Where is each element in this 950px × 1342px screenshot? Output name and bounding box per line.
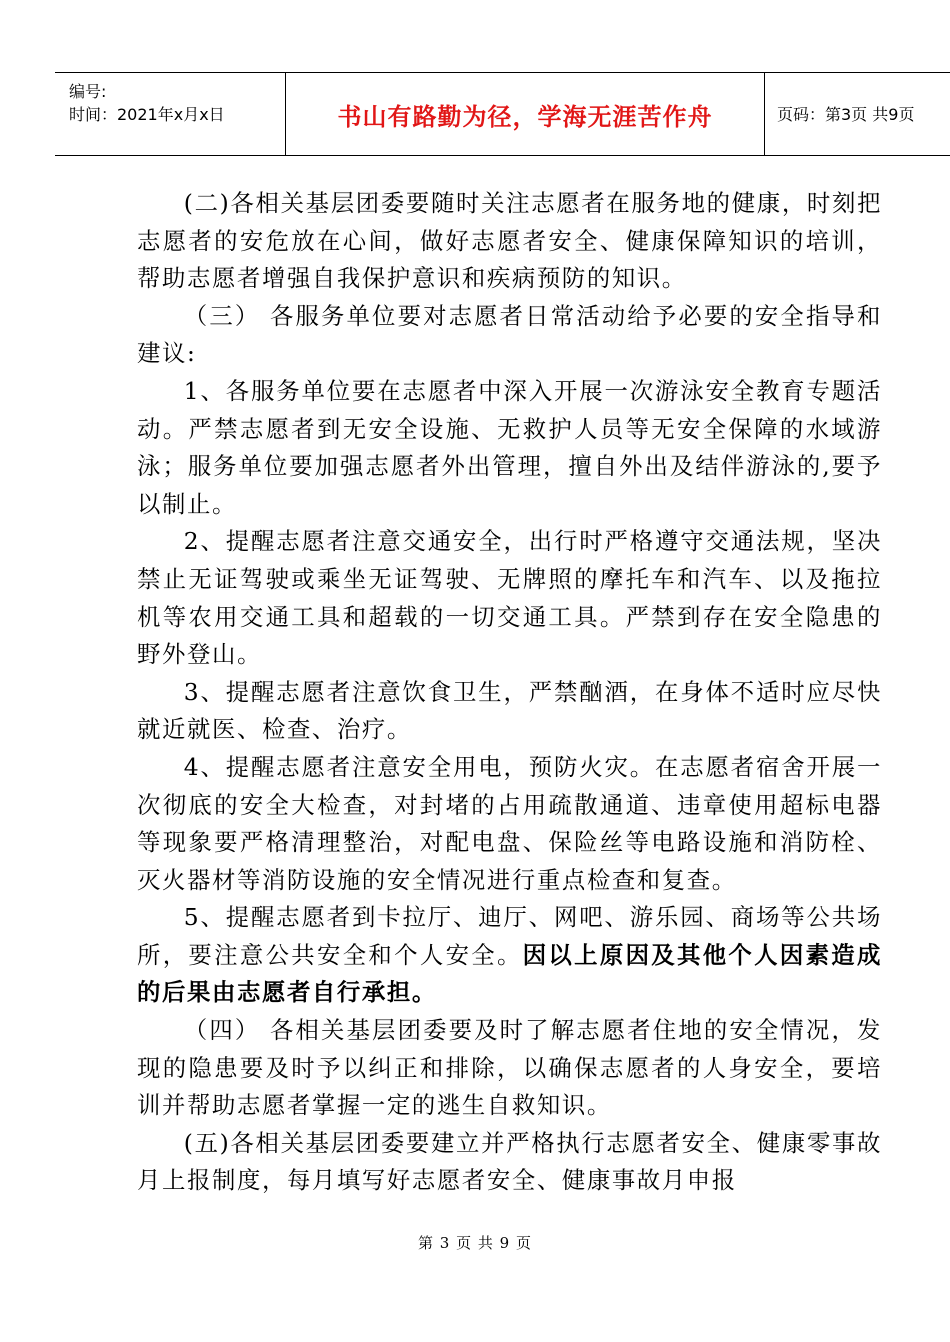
paragraph-3-4: 4、提醒志愿者注意安全用电，预防火灾。在志愿者宿舍开展一次彻底的安全大检查，对封堵的占用疏散通道、违章使用超标电器等现象要严格清理整治，对配电盘、保险丝等电路设施和消防栓、灭火器材等消防设施的安全情况进行重点检查和复查。 [137, 752, 882, 894]
paragraph-3-5 [137, 899, 882, 1012]
document-number-label: 编号: [69, 82, 107, 101]
document-time-label: 时间：2021年x月x日 [69, 105, 225, 124]
page-header [55, 72, 950, 156]
paragraph-3: （三） 各服务单位要对志愿者日常活动给予必要的安全指导和建议: [137, 301, 882, 368]
header-meta [55, 73, 285, 155]
page-footer: 第 3 页 共 9 页 [418, 1234, 532, 1252]
header-motto-cell [285, 73, 765, 155]
paragraph-5: (五)各相关基层团委要建立并严格执行志愿者安全、健康零事故月上报制度，每月填写好志愿者安全、健康事故月申报 [137, 1128, 882, 1195]
header-motto: 书山有路勤为径，学海无涯苦作舟 [337, 102, 713, 131]
paragraph-2: (二)各相关基层团委要随时关注志愿者在服务地的健康，时刻把志愿者的安危放在心间，做好志愿者安全、健康保障知识的培训，帮助志愿者增强自我保护意识和疾病预防的知识。 [137, 189, 882, 293]
paragraph-4: （四） 各相关基层团委要及时了解志愿者住地的安全情况，发现的隐患要及时予以纠正和排除，以确保志愿者的人身安全，要培训并帮助志愿者掌握一定的逃生自救知识。 [137, 1016, 882, 1120]
disclaimer-bold-text: 因以上原因及其他个人因素造成的后果由志愿者自行承担。 [137, 940, 882, 1007]
paragraph-3-1: 1、各服务单位要在志愿者中深入开展一次游泳安全教育专题活动。严禁志愿者到无安全设施、无救护人员等无安全保障的水域游泳；服务单位要加强志愿者外出管理，擅自外出及结伴游泳的,要予以制止。 [137, 376, 882, 518]
header-page-cell [765, 73, 950, 155]
paragraph-3-5-text: 5、提醒志愿者到卡拉厅、迪厅、网吧、游乐园、商场等公共场所，要注意公共安全和个人安全。 [137, 903, 882, 969]
header-page-label: 页码：第3页 共9页 [777, 104, 915, 124]
document-body [137, 185, 882, 1200]
paragraph-3-3: 3、提醒志愿者注意饮食卫生，严禁酗酒，在身体不适时应尽快就近就医、检查、治疗。 [137, 677, 882, 744]
paragraph-3-2: 2、提醒志愿者注意交通安全，出行时严格遵守交通法规，坚决禁止无证驾驶或乘坐无证驾驶、无牌照的摩托车和汽车、以及拖拉机等农用交通工具和超载的一切交通工具。严禁到存在安全隐患的野外登山。 [137, 527, 882, 669]
